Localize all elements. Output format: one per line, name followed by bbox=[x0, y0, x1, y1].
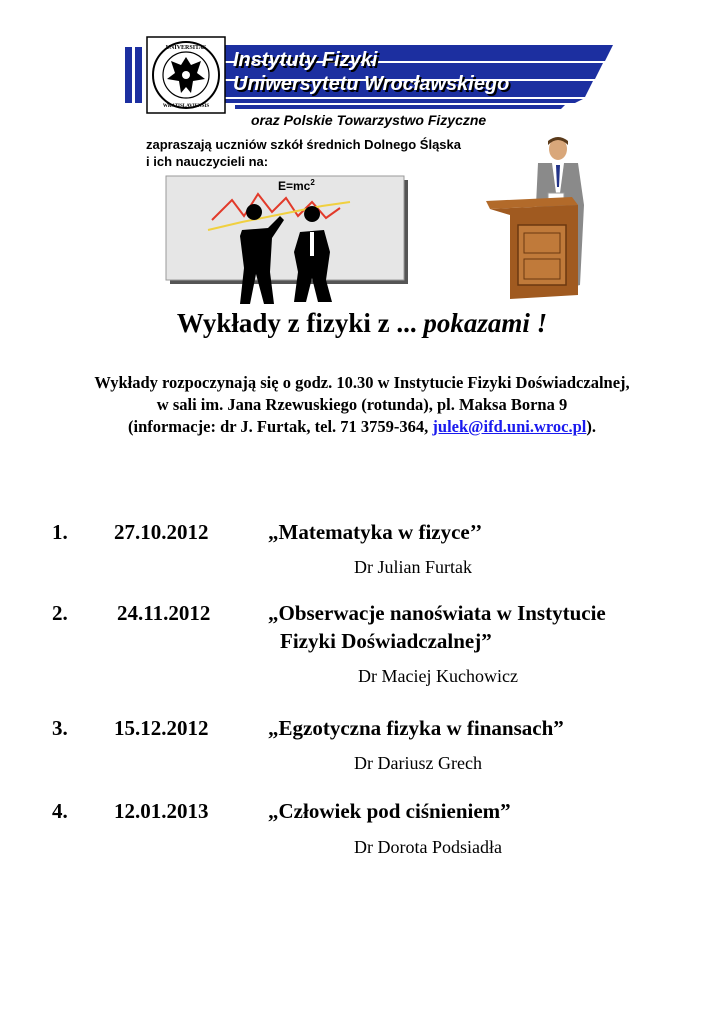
banner-title-line2: Uniwersytetu Wrocławskiego bbox=[233, 73, 510, 95]
lecture-speaker: Dr Julian Furtak bbox=[354, 557, 472, 577]
info-contact-prefix: (informacje: dr J. Furtak, tel. 71 3759-364, bbox=[127, 417, 429, 436]
lecture-title: „Człowiek pod ciśnieniem” bbox=[268, 799, 511, 823]
headline-emphasis: pokazami ! bbox=[423, 308, 548, 338]
info-line3 bbox=[0, 416, 724, 438]
equation-exponent: 2 bbox=[310, 178, 315, 187]
lecture-date: 12.01.2013 bbox=[114, 799, 209, 823]
lecture-date: 24.11.2012 bbox=[117, 601, 211, 625]
lecture-date: 15.12.2012 bbox=[114, 716, 209, 740]
lecture-number: 4. bbox=[52, 799, 68, 823]
invitation-line2: i ich nauczycieli na: bbox=[146, 154, 269, 169]
lecture-date: 27.10.2012 bbox=[114, 520, 209, 544]
lecture-title-continued: Fizyki Doświadczalnej” bbox=[280, 629, 492, 653]
lecture-title: „Matematyka w fizyce’’ bbox=[268, 520, 483, 544]
lecture-title: „Obserwacje nanoświata w Instytucie bbox=[268, 601, 606, 625]
equation-text: E=mc bbox=[278, 179, 311, 193]
lecturer-podium-clipart bbox=[480, 135, 600, 305]
seal-text-bottom: WRATISLAVIENSIS bbox=[162, 104, 210, 109]
page-headline bbox=[0, 308, 724, 339]
info-contact-suffix: ). bbox=[586, 417, 596, 436]
lecture-title: „Egzotyczna fizyka w finansach” bbox=[268, 716, 564, 740]
seal-text-top: UNIVERSITAS bbox=[165, 45, 207, 51]
lecture-speaker: Dr Maciej Kuchowicz bbox=[358, 666, 518, 686]
banner-title-line1: Instytuty Fizyki bbox=[233, 49, 378, 71]
banner-subtitle: oraz Polskie Towarzystwo Fizyczne bbox=[251, 112, 487, 128]
invitation-line1: zapraszają uczniów szkół średnich Dolnego Śląska bbox=[146, 137, 461, 152]
info-line2: w sali im. Jana Rzewuskiego (rotunda), pl. Maksa Borna 9 bbox=[156, 395, 568, 414]
lecture-number: 3. bbox=[52, 716, 68, 740]
venue-info bbox=[0, 372, 724, 438]
lecture-speaker: Dr Dorota Podsiadła bbox=[354, 837, 502, 857]
headline-prefix: Wykłady z fizyki z ... bbox=[176, 308, 417, 338]
lecture-number: 1. bbox=[52, 520, 68, 544]
info-line1: Wykłady rozpoczynają się o godz. 10.30 w Instytucie Fizyki Doświadczalnej, bbox=[94, 373, 630, 392]
lecture-number: 2. bbox=[52, 601, 68, 625]
lecture-speaker: Dr Dariusz Grech bbox=[354, 753, 482, 773]
header-banner bbox=[125, 35, 625, 135]
whiteboard-clipart bbox=[162, 172, 412, 308]
email-link[interactable]: julek@ifd.uni.wroc.pl bbox=[432, 417, 587, 436]
equation-label bbox=[278, 178, 315, 193]
